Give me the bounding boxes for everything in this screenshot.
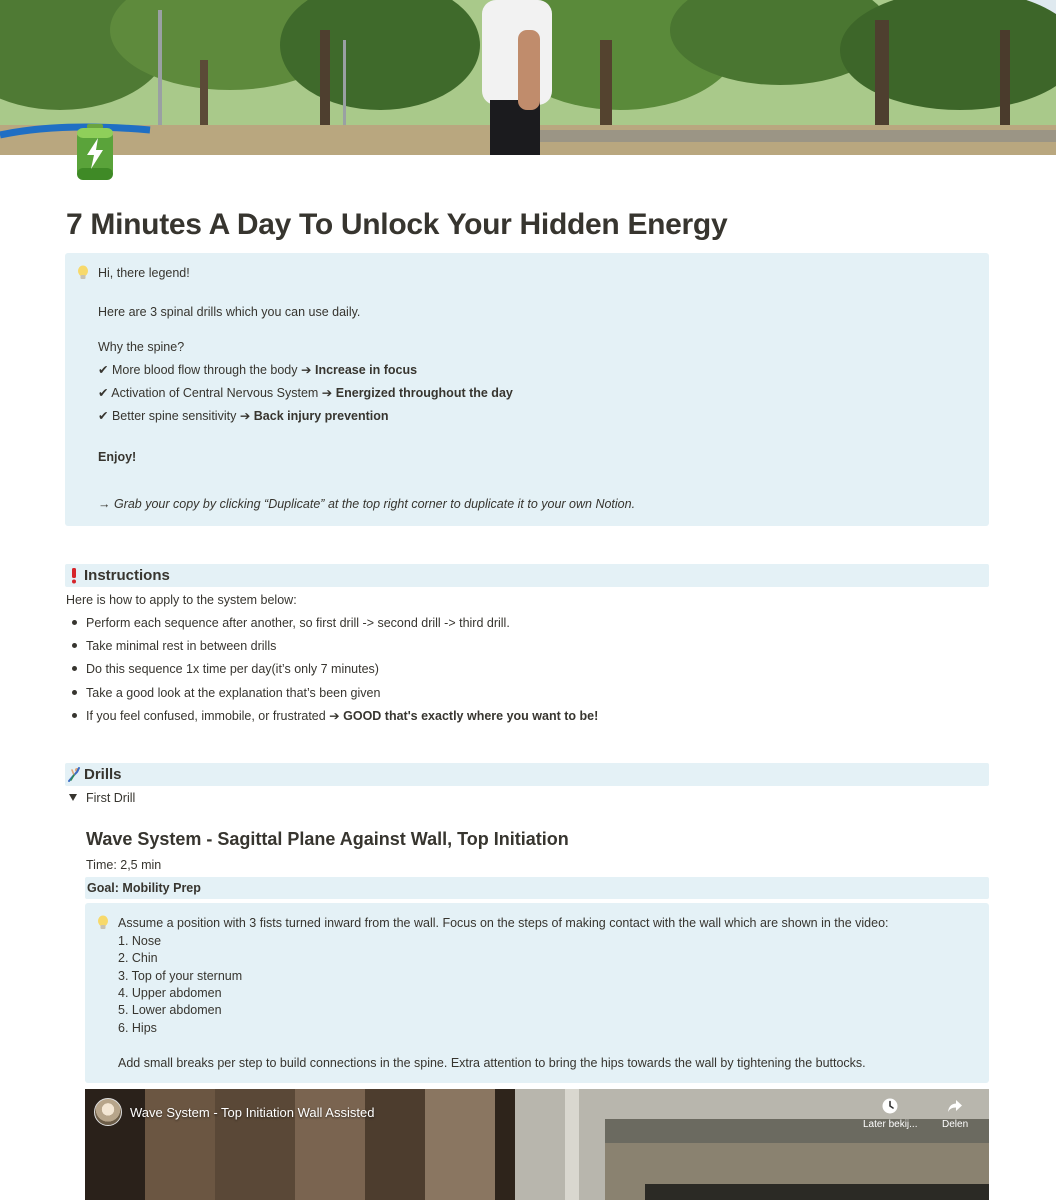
- benefit-bold: Increase in focus: [314, 363, 418, 377]
- benefit-item: [98, 408, 389, 424]
- watch-later-label: Later bekij...: [863, 1119, 918, 1130]
- share-icon: [946, 1097, 964, 1115]
- drills-heading-text: Drills: [84, 766, 122, 783]
- drill-note: Add small breaks per step to build connections in the spine. Extra attention to bring the hips towards the wall by tightening the buttocks.: [118, 1056, 866, 1070]
- benefit-text: More blood flow through the body: [111, 363, 298, 377]
- list-item: [86, 638, 276, 654]
- benefit-text: Activation of Central Nervous System: [111, 386, 319, 400]
- list-item-text: If you feel confused, immobile, or frustrated ➔: [86, 709, 344, 723]
- benefit-bold: Energized throughout the day: [335, 386, 513, 400]
- watch-later-button[interactable]: [863, 1097, 917, 1130]
- list-item-text: Perform each sequence after another, so first drill -> second drill -> third drill.: [86, 616, 510, 630]
- list-item-text: Take minimal rest in between drills: [86, 639, 277, 653]
- callout-greeting: Hi, there legend!: [98, 266, 190, 280]
- lightbulb-icon: [96, 915, 110, 931]
- share-label: Delen: [942, 1119, 969, 1130]
- arrow-icon: ➔: [301, 363, 312, 377]
- toggle-first-drill[interactable]: First Drill: [86, 791, 136, 805]
- drill-step: 3. Top of your sternum: [118, 969, 243, 983]
- drill-callout: [85, 903, 989, 1083]
- page-cover: [0, 0, 1056, 155]
- gymnast-icon: [67, 766, 81, 783]
- drill-step: 6. Hips: [118, 1021, 157, 1035]
- bullet-dot: [72, 620, 77, 625]
- cover-image: [0, 0, 1056, 155]
- channel-avatar[interactable]: [94, 1098, 122, 1126]
- list-item-text: Take a good look at the explanation that’s been given: [86, 686, 381, 700]
- battery-icon[interactable]: [74, 122, 116, 182]
- callout-duplicate-note: [98, 496, 635, 512]
- exclamation-icon: [67, 567, 81, 584]
- bullet-dot: [72, 690, 77, 695]
- bullet-dot: [72, 643, 77, 648]
- lightbulb-icon: [76, 265, 90, 281]
- list-item-text: Do this sequence 1x time per day(it’s only 7 minutes): [86, 662, 379, 676]
- list-item-bold: GOOD that's exactly where you want to be!: [343, 709, 599, 723]
- drill-step: 5. Lower abdomen: [118, 1003, 222, 1017]
- intro-callout: [65, 253, 989, 526]
- check-icon: ✔: [98, 386, 109, 400]
- callout-why: Why the spine?: [98, 340, 185, 354]
- bullet-dot: [72, 713, 77, 718]
- bullet-dot: [72, 666, 77, 671]
- list-item: [86, 685, 380, 701]
- drill-step: 2. Chin: [118, 951, 158, 965]
- callout-enjoy: [98, 449, 136, 465]
- list-item: [86, 708, 598, 724]
- share-button[interactable]: [942, 1097, 968, 1130]
- arrow-icon: ➔: [321, 386, 333, 400]
- arrow-icon: ➔: [239, 409, 251, 423]
- toggle-triangle-icon[interactable]: [69, 794, 77, 801]
- callout-line: Here are 3 spinal drills which you can use daily.: [98, 305, 361, 319]
- video-title[interactable]: Wave System - Top Initiation Wall Assisted: [130, 1105, 375, 1120]
- instructions-heading: [65, 564, 989, 587]
- benefit-item: [98, 385, 513, 401]
- drill-time: Time: 2,5 min: [86, 858, 162, 872]
- list-item: [86, 661, 379, 677]
- page-title: 7 Minutes A Day To Unlock Your Hidden Energy: [66, 208, 728, 241]
- drill-step: 4. Upper abdomen: [118, 986, 222, 1000]
- list-item: [86, 615, 510, 631]
- drill-description: Assume a position with 3 fists turned inward from the wall. Focus on the steps of making contact with the wall which are shown in the video:: [118, 916, 889, 930]
- check-icon: ✔: [98, 363, 109, 377]
- benefit-text: Better spine sensitivity: [111, 409, 237, 423]
- drills-heading: [65, 763, 989, 786]
- drill-step: 1. Nose: [118, 934, 162, 948]
- instructions-intro: Here is how to apply to the system below:: [66, 593, 297, 607]
- duplicate-note-text: → Grab your copy by clicking “Duplicate” at the top right corner to duplicate it to your own Notion.: [98, 497, 636, 511]
- check-icon: ✔: [98, 409, 109, 423]
- benefit-item: [98, 362, 417, 378]
- instructions-heading-text: Instructions: [84, 567, 170, 584]
- clock-icon: [881, 1097, 899, 1115]
- enjoy-text: Enjoy!: [98, 450, 137, 464]
- drill-goal-text: Goal: Mobility Prep: [87, 881, 201, 895]
- drill-goal: [85, 877, 989, 899]
- video-embed[interactable]: [85, 1089, 989, 1200]
- benefit-bold: Back injury prevention: [253, 409, 389, 423]
- drill-title: Wave System - Sagittal Plane Against Wall, Top Initiation: [86, 829, 569, 849]
